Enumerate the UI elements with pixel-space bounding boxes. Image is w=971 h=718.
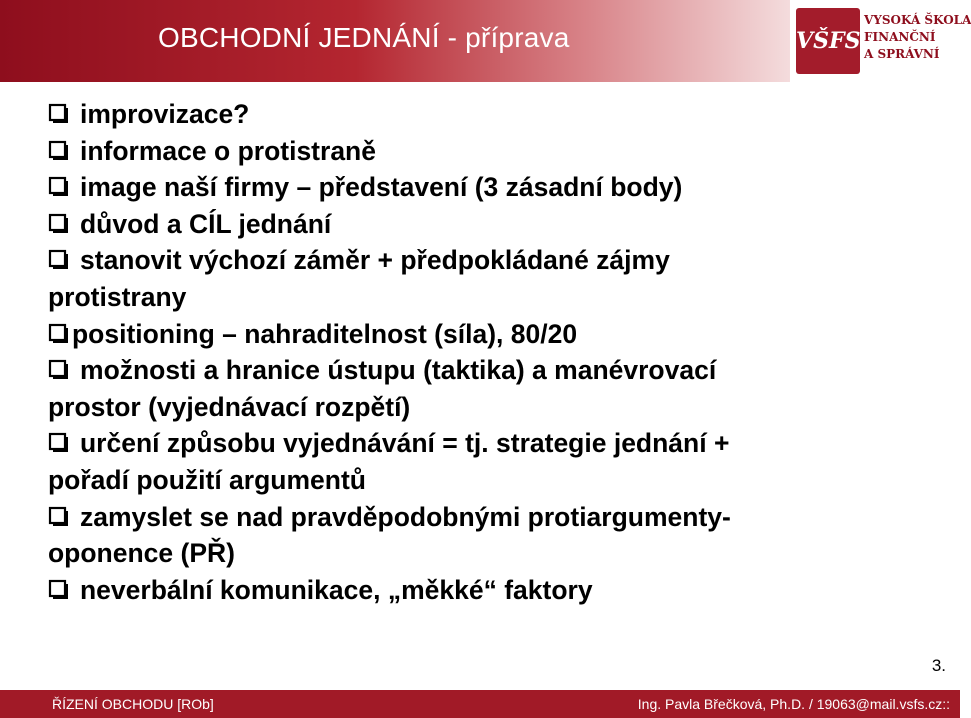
bullet-item bbox=[48, 169, 928, 206]
footer-author: Ing. Pavla Břečková, Ph.D. / 19063@mail.vsfs.cz:: bbox=[637, 696, 950, 712]
bullet-text: důvod a CÍL jednání bbox=[80, 208, 332, 239]
bullet-item bbox=[48, 316, 928, 353]
bullet-item bbox=[48, 425, 928, 498]
checkbox-bullet-icon bbox=[48, 176, 70, 198]
bullet-text: improvizace? bbox=[80, 99, 250, 129]
bullet-item bbox=[48, 133, 928, 170]
checkbox-bullet-icon bbox=[48, 579, 70, 601]
checkbox-bullet-icon bbox=[48, 359, 70, 381]
slide-title: OBCHODNÍ JEDNÁNÍ - příprava bbox=[158, 22, 570, 53]
checkbox-bullet-icon bbox=[48, 213, 70, 235]
bullet-text: image naší firmy – představení (3 zásadní body) bbox=[80, 172, 683, 203]
logo-line-1: VYSOKÁ ŠKOLA bbox=[864, 13, 971, 27]
checkbox-bullet-icon bbox=[48, 103, 70, 125]
title-band bbox=[0, 0, 790, 82]
bullet-text: možnosti a hranice ústupu (taktika) a manévrovací bbox=[80, 355, 717, 386]
bullet-text: stanovit výchozí záměr + předpokládané zájmy bbox=[80, 245, 670, 276]
checkbox-bullet-icon bbox=[48, 432, 70, 454]
bullet-item bbox=[48, 242, 928, 315]
footer-course: ŘÍZENÍ OBCHODU [ROb] bbox=[52, 696, 214, 712]
bullet-text: zamyslet se nad pravděpodobnými protiargumenty- bbox=[80, 501, 731, 532]
bullet-item bbox=[48, 499, 928, 572]
bullet-item bbox=[48, 352, 928, 425]
slide-footer bbox=[0, 690, 960, 718]
bullet-list bbox=[48, 96, 928, 608]
checkbox-bullet-icon bbox=[48, 506, 70, 528]
slide-header bbox=[0, 0, 971, 82]
checkbox-bullet-icon bbox=[48, 140, 70, 162]
bullet-text-continued: oponence (PŘ) bbox=[48, 538, 235, 569]
bullet-item bbox=[48, 206, 928, 243]
bullet-item bbox=[48, 572, 928, 609]
school-logo-text bbox=[864, 12, 971, 63]
bullet-text: určení způsobu vyjednávání = tj. strategie jednání + bbox=[80, 428, 730, 459]
bullet-text-continued: pořadí použití argumentů bbox=[48, 464, 366, 495]
bullet-item bbox=[48, 96, 928, 133]
bullet-text: neverbální komunikace, „měkké“ faktory bbox=[80, 574, 593, 605]
checkbox-bullet-icon bbox=[48, 323, 70, 345]
page-number: 3. bbox=[931, 656, 946, 675]
school-logo bbox=[790, 0, 971, 82]
logo-line-2: FINANČNÍ bbox=[864, 30, 936, 44]
bullet-text: informace o protistraně bbox=[80, 135, 376, 166]
bullet-text-continued: prostor (vyjednávací rozpětí) bbox=[48, 391, 411, 422]
school-logo-mark: VŠFS bbox=[796, 8, 860, 74]
logo-line-3: A SPRÁVNÍ bbox=[864, 47, 940, 61]
checkbox-bullet-icon bbox=[48, 249, 70, 271]
bullet-text: positioning – nahraditelnost (síla), 80/20 bbox=[72, 318, 578, 349]
bullet-text-continued: protistrany bbox=[48, 281, 187, 312]
